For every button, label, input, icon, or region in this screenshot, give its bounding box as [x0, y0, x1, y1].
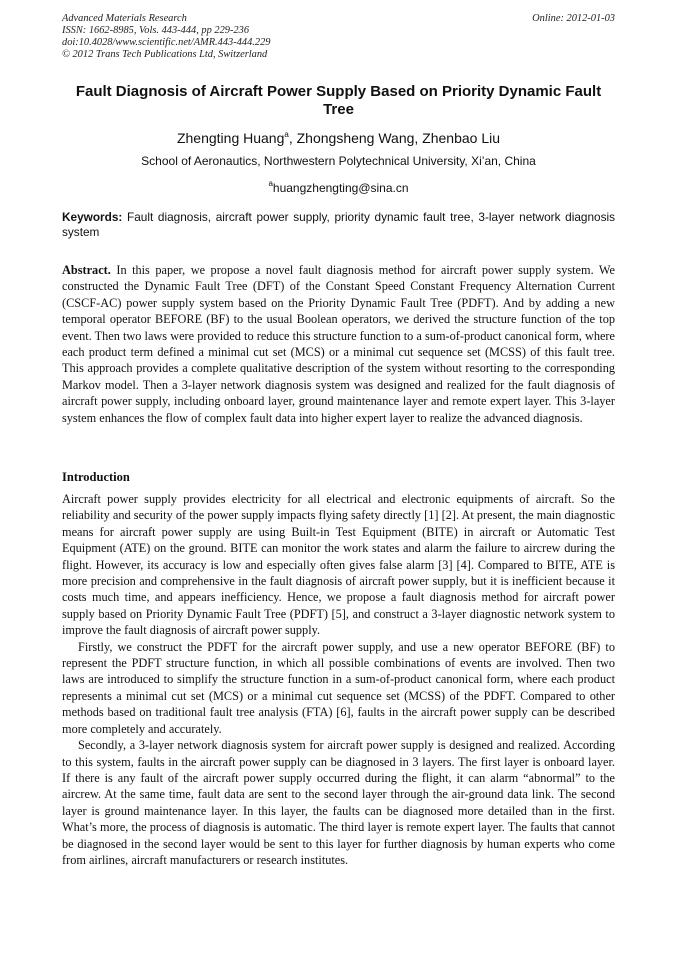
journal-name: Advanced Materials Research: [62, 13, 187, 24]
introduction-body: [62, 491, 615, 868]
copyright-line: © 2012 Trans Tech Publications Ltd, Switzerland: [62, 49, 268, 60]
paper-title: Fault Diagnosis of Aircraft Power Supply Based on Priority Dynamic Fault Tree: [75, 83, 602, 118]
abstract: [62, 262, 615, 426]
issn-line: ISSN: 1662-8985, Vols. 443-444, pp 229-236: [62, 25, 250, 36]
other-authors: , Zhongsheng Wang, Zhenbao Liu: [288, 130, 501, 146]
online-date: Online: 2012-01-03: [532, 13, 615, 24]
author-affiliation-mark: a: [284, 130, 289, 139]
abstract-label: Abstract.: [62, 263, 111, 277]
journal-header: [62, 13, 615, 61]
author-email: [62, 176, 615, 196]
intro-paragraph: Firstly, we construct the PDFT for the aircraft power supply, and use a new operator BEFORE (BF) to represent the PDFT structure function, in which all possible combinations of events are involved. Then two laws are introduced to simplify the structure function in a sum-of-product canonical form, where each product represents a minimal cut set (MCS) or a minimal cut sequence set (MCSS) of the PDFT. Compared to other methods based on traditional fault tree analysis (FTA) [6], faults in the aircraft power supply can be described more completely and accurately.: [62, 639, 615, 736]
affiliation: School of Aeronautics, Northwestern Polytechnical University, Xi’an, China: [141, 154, 536, 168]
intro-paragraph: Secondly, a 3-layer network diagnosis system for aircraft power supply is designed and realized. According to this system, faults in the aircraft power supply can be diagnosed in 3 layers. The first layer is onboard layer. If there is any fault of the aircraft power supply occurred during the flight, it can alarm “abnormal” to the aircrew. At the same time, fault data are sent to the second layer through the air-ground data link. The second layer is ground maintenance layer. In this layer, the faults can be diagnosed more detailed than in the first. What’s more, the process of diagnosis is automatic. The third layer is remote expert layer. The faults that cannot be diagnosed in the second layer would be sent to this layer for further diagnosis by human experts who come from airlines, aircraft manufacturers or research institutes.: [62, 738, 615, 867]
doi-line: doi:10.4028/www.scientific.net/AMR.443-444.229: [62, 37, 271, 48]
email-address: huangzhengting@sina.cn: [272, 181, 409, 195]
intro-paragraph: Aircraft power supply provides electricity for all electrical and electronic equipments of aircraft. So the reliability and security of the power supply impacts flying safety directly [1] [2]. At present, the main diagnostic means for aircraft power supply are using Built-in Test Equipment (BITE) in aircraft or Automatic Test Equipment (ATE) on the ground. BITE can monitor the work states and alarm the failure to aircrew during the flight. However, its accuracy is low and especially often gives false alarm [3] [4]. Compared to BITE, ATE is more precision and comprehensive in the fault diagnosis of aircraft power supply, but it is inefficient because it costs much time, and appears inefficiency. Hence, we propose a fault diagnosis method for aircraft power supply based on Priority Dynamic Fault Tree (PDFT) [5], and construct a 3-layer diagnostic network system to improve the fault diagnosis of aircraft power supply.: [62, 492, 615, 638]
keywords: [62, 210, 615, 240]
keywords-label: Keywords:: [62, 210, 123, 224]
keywords-text: Fault diagnosis, aircraft power supply, priority dynamic fault tree, 3-layer network diagnosis system: [62, 210, 615, 239]
email-mark: a: [268, 179, 273, 188]
first-author: Zhengting Huang: [176, 130, 285, 146]
abstract-text: In this paper, we propose a novel fault diagnosis method for aircraft power supply system. We constructed the Dynamic Fault Tree (DFT) of the Constant Speed Constant Frequency Alternation Current (CSCF-AC) power supply system based on the Priority Dynamic Fault Tree (PDFT). And by adding a new temporal operator BEFORE (BF) to the usual Boolean operators, we derived the structure function of the top event. Then two laws were provided to reduce this structure function to a sum-of-product canonical form, where each product term defined a minimal cut set (MCS) or a minimal cut sequence set (MCSS) of this fault tree. This approach provides a complete qualitative description of the system without resorting to the corresponding Markov model. Then a 3-layer network diagnosis system was designed and realized for the fault diagnosis of aircraft power supply, including onboard layer, ground maintenance layer and remote expert layer. This 3-layer system enhances the flow of complex fault data into higher expert layer to realize the advanced diagnosis.: [62, 263, 615, 425]
author-list: [62, 126, 615, 147]
section-heading-introduction: Introduction: [62, 470, 130, 484]
